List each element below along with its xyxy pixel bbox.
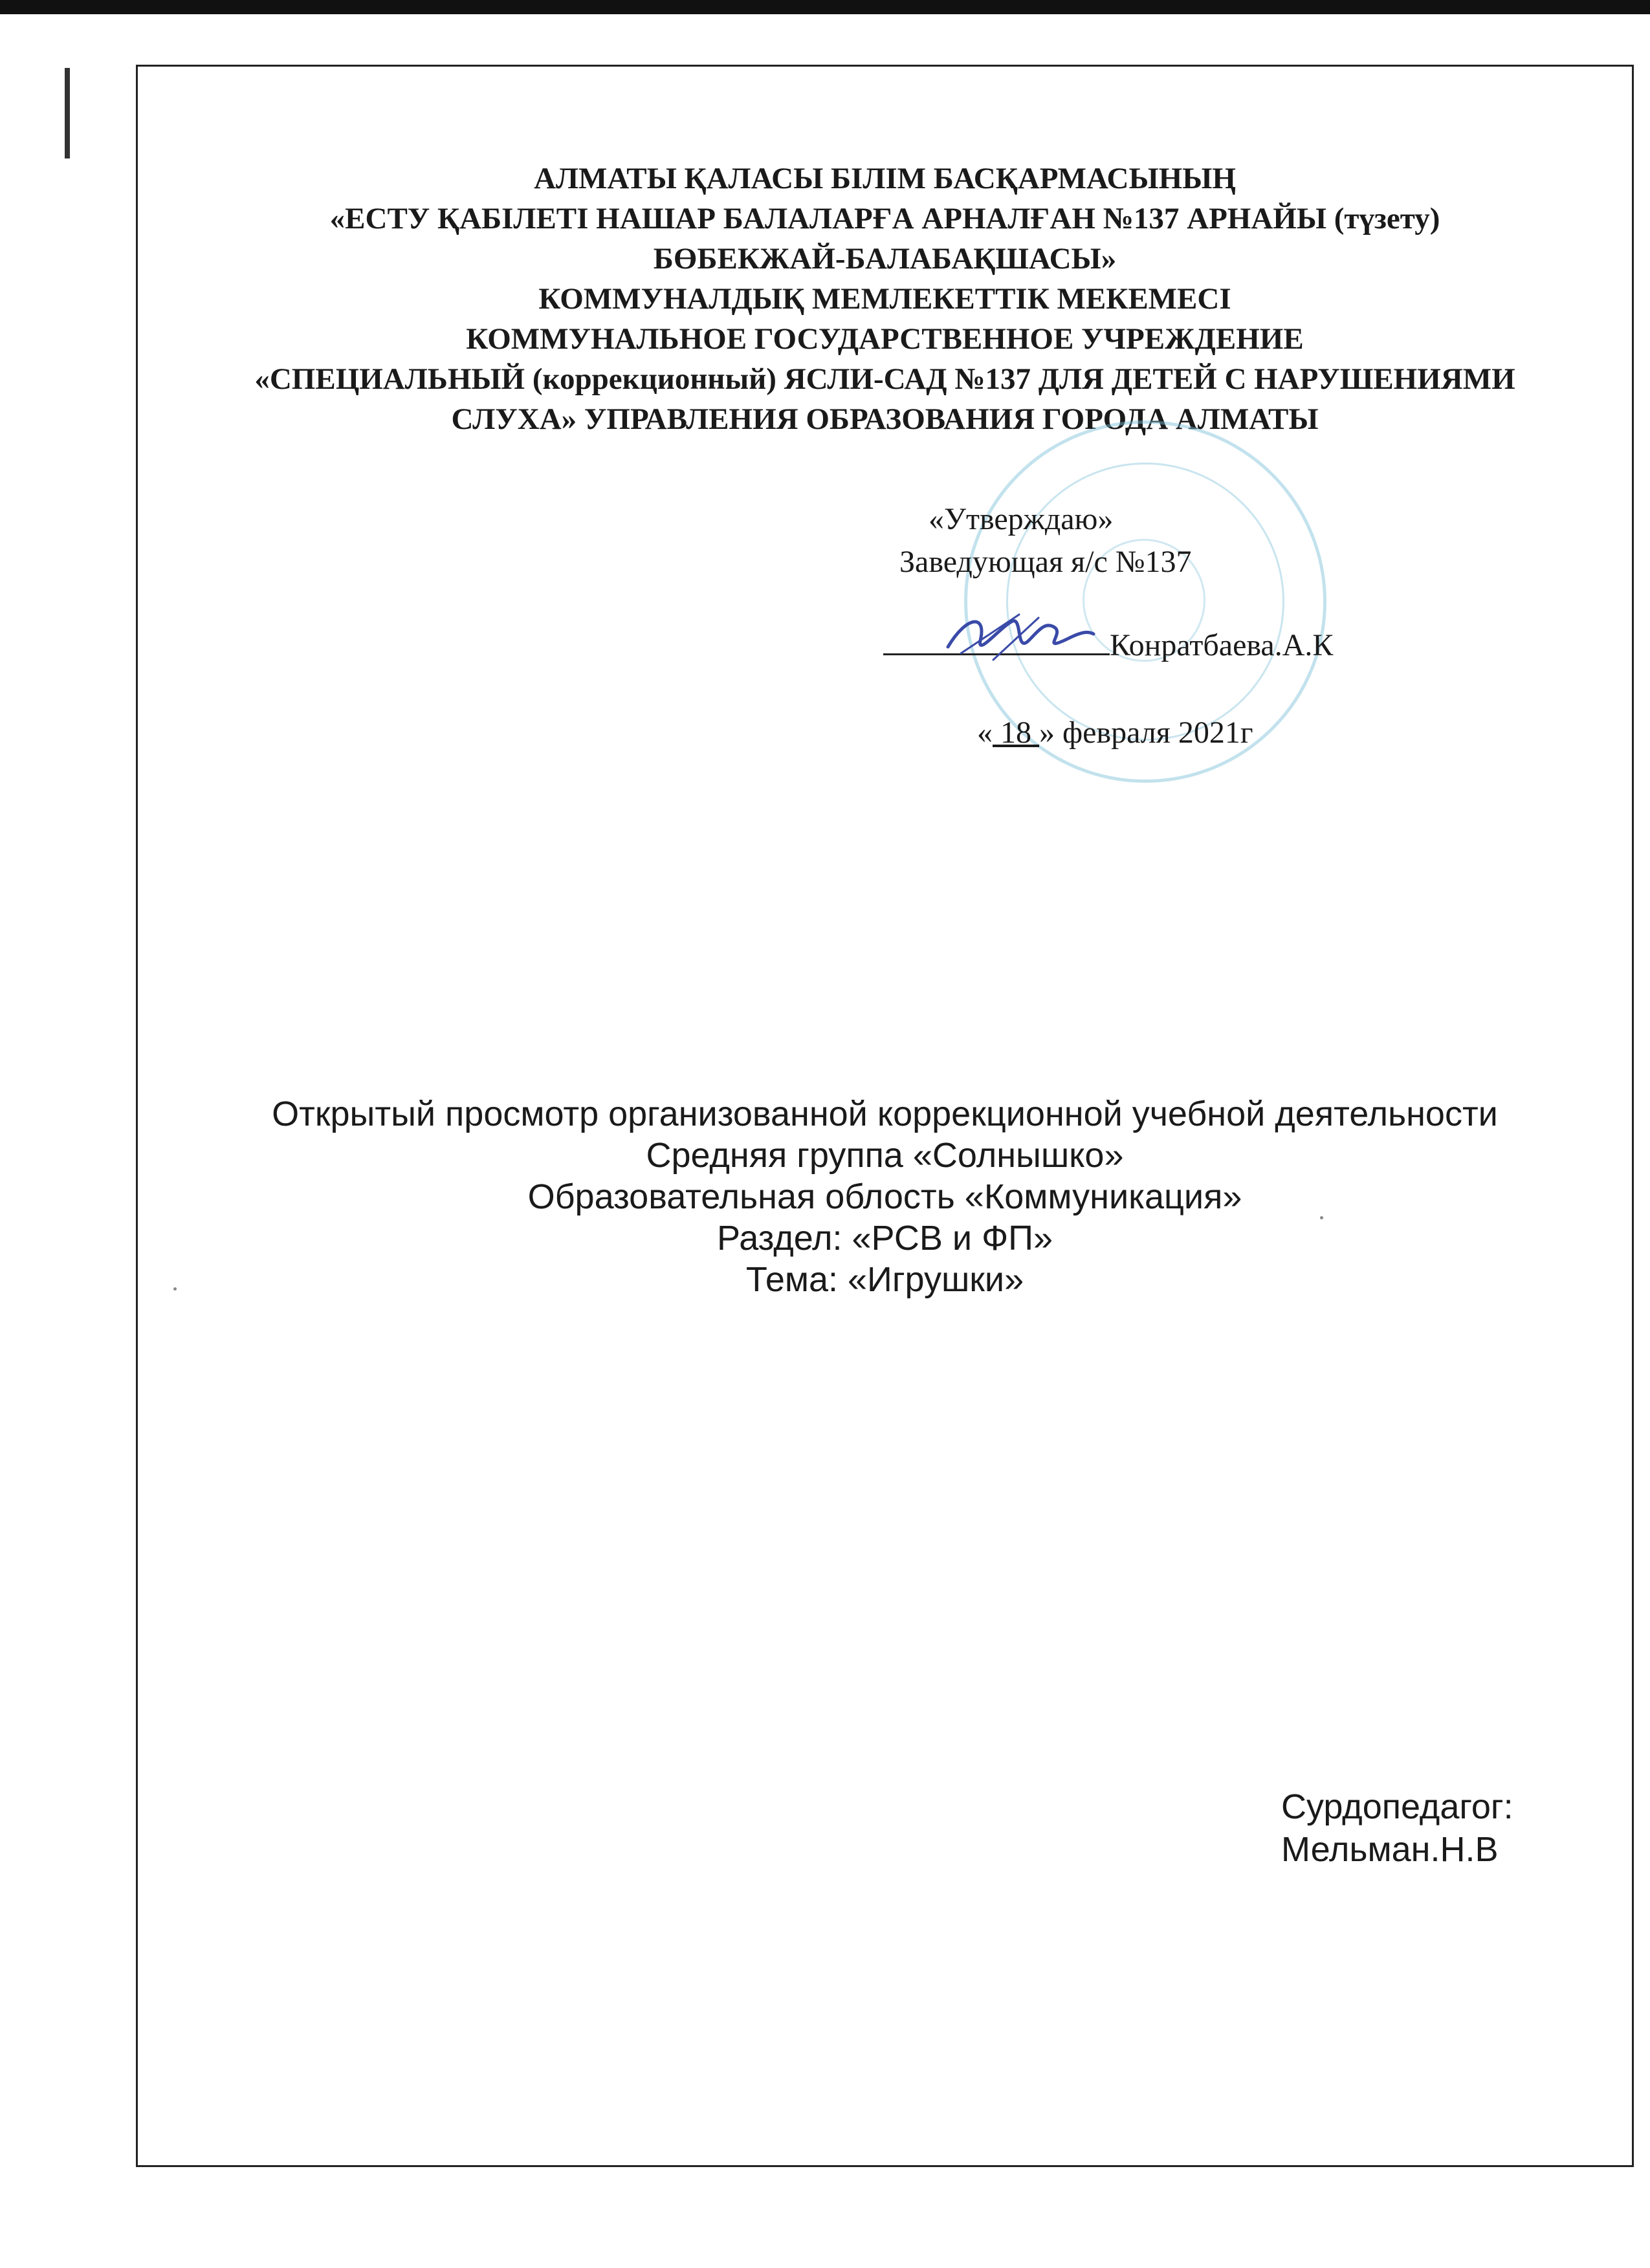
header-line: КОММУНАЛЬНОЕ ГОСУДАРСТВЕННОЕ УЧРЕЖДЕНИЕ xyxy=(466,322,1304,356)
scan-edge-bar xyxy=(0,0,1650,14)
scan-margin-mark xyxy=(65,68,70,158)
signatory-name: Конратбаева.А.К xyxy=(1110,628,1334,662)
author-block xyxy=(1281,1785,1592,1871)
approval-position: Заведующая я/с №137 xyxy=(899,545,1192,579)
approval-title: «Утверждаю» xyxy=(929,502,1114,536)
lesson-area: Образовательная облость «Коммуникация» xyxy=(527,1177,1242,1216)
lesson-heading: Открытый просмотр организованной коррекционной учебной деятельности xyxy=(272,1095,1498,1133)
header-line: АЛМАТЫ ҚАЛАСЫ БІЛІМ БАСҚАРМАСЫНЫҢ xyxy=(534,162,1236,195)
scan-speck xyxy=(173,1287,177,1291)
lesson-section: Раздел: «РСВ и ФП» xyxy=(716,1219,1053,1258)
lesson-title-block xyxy=(136,1093,1634,1300)
approval-date xyxy=(977,712,1253,754)
date-month-year: » февраля 2021г xyxy=(1039,715,1253,750)
header-line: «СПЕЦИАЛЬНЫЙ (коррекционный) ЯСЛИ-САД №137 ДЛЯ ДЕТЕЙ С НАРУШЕНИЯМИ xyxy=(254,362,1515,396)
handwritten-signature xyxy=(941,602,1097,673)
header-line: «ЕСТУ ҚАБІЛЕТІ НАШАР БАЛАЛАРҒА АРНАЛҒАН №137 АРНАЙЫ (түзету) xyxy=(329,202,1440,235)
lesson-group: Средняя группа «Солнышко» xyxy=(646,1136,1124,1175)
approval-block xyxy=(841,498,1488,770)
header-line: СЛУХА» УПРАВЛЕНИЯ ОБРАЗОВАНИЯ ГОРОДА АЛМАТЫ xyxy=(451,402,1319,436)
author-name: Мельман.Н.В xyxy=(1281,1830,1499,1869)
header-line: БӨБЕКЖАЙ-БАЛАБАҚШАСЫ» xyxy=(653,242,1117,276)
date-open-quote: « xyxy=(977,715,993,750)
signature-row xyxy=(883,621,1333,667)
author-role: Сурдопедагог: xyxy=(1281,1787,1513,1826)
institution-header xyxy=(136,158,1634,439)
scan-speck xyxy=(1320,1216,1323,1219)
lesson-topic: Тема: «Игрушки» xyxy=(745,1260,1024,1299)
signature-line xyxy=(883,621,1110,655)
date-day: 18 xyxy=(993,715,1039,750)
header-line: КОММУНАЛДЫҚ МЕМЛЕКЕТТІК МЕКЕМЕСІ xyxy=(538,282,1231,316)
